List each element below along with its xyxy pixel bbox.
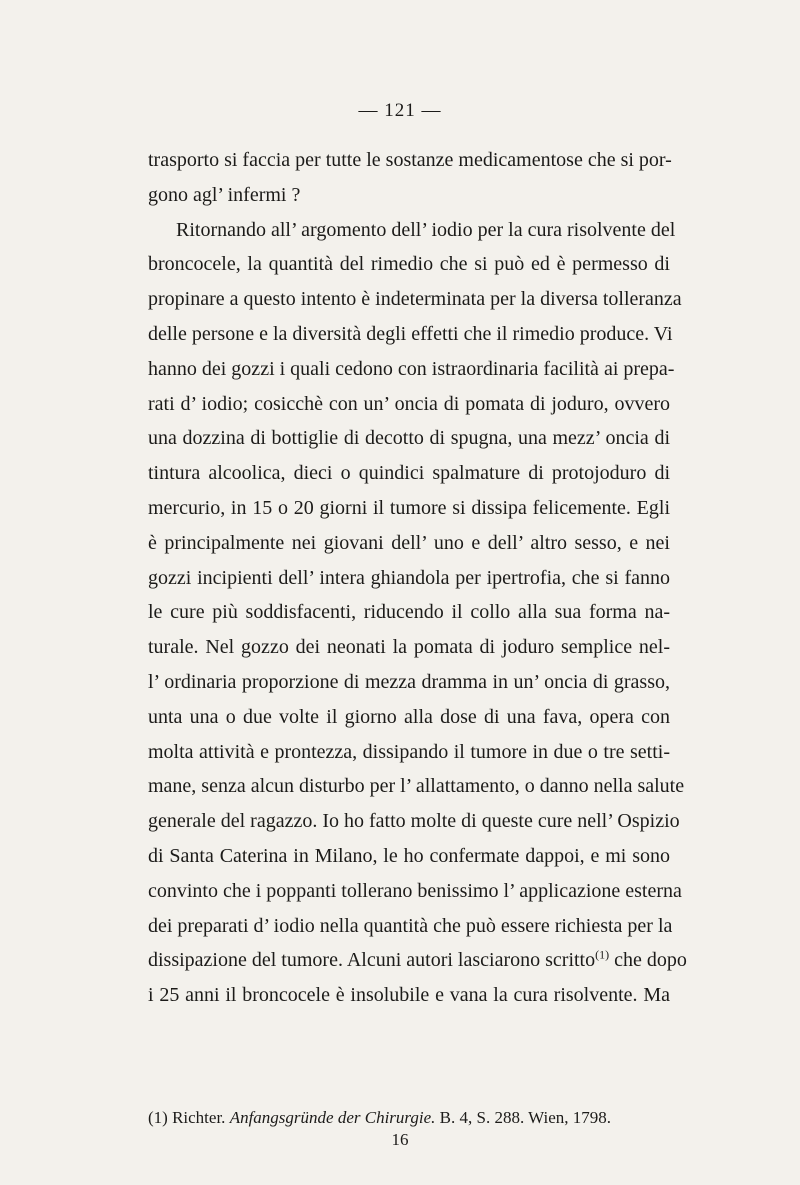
text-segment: che dopo [609,949,687,972]
text-line: le cure più soddisfacenti, riducendo il collo alla sua forma na- [148,601,670,624]
text-line: tintura alcoolica, dieci o quindici spalmature di protojoduro di [148,462,670,485]
footnote-title: Anfangsgründe der Chirurgie. [229,1108,436,1127]
text-line: trasporto si faccia per tutte le sostanze medicamentose che si por- [148,149,672,171]
signature-mark: 16 [391,1130,409,1149]
text-line: dei preparati d’ iodio nella quantità che può essere richiesta per la [148,914,673,937]
text-line: gozzi incipienti dell’ intera ghiandola per ipertrofia, che si fanno [148,566,670,589]
text-segment: dissipazione del tumore. Alcuni autori lasciarono scritto [148,949,596,972]
text-line: molta attività e prontezza, dissipando il tumore in due o tre setti- [148,740,670,763]
footnote-details: B. 4, S. 288. Wien, 1798. [439,1108,612,1127]
footnote-reference: (1) [595,947,610,962]
text-line: unta una o due volte il giorno alla dose di una fava, opera con [148,705,670,728]
footnote-author: Richter. [172,1108,226,1127]
text-line: delle persone e la diversità degli effetti che il rimedio produce. Vi [148,322,673,345]
text-line: di Santa Caterina in Milano, le ho confermate dappoi, e mi sono [148,844,670,867]
text-line: i 25 anni il broncocele è insolubile e vana la cura risolvente. Ma [148,984,670,1007]
footnote [148,1108,668,1128]
text-line-with-footnote [148,943,687,978]
page-number: — 121 — [358,100,442,121]
text-line: mercurio, in 15 o 20 giorni il tumore si dissipa felicemente. Egli [148,496,670,519]
text-line: mane, senza alcun disturbo per l’ allattamento, o danno nella salute [148,775,685,798]
text-line: turale. Nel gozzo dei neonati la pomata di joduro semplice nel- [148,636,670,659]
text-line: gono agl’ infermi ? [148,183,301,206]
text-line: una dozzina di bottiglie di decotto di spugna, una mezz’ oncia di [148,427,670,450]
text-line: l’ ordinaria proporzione di mezza dramma in un’ oncia di grasso, [148,670,670,693]
footnote-number: (1) [148,1108,168,1127]
text-line: generale del ragazzo. Io ho fatto molte di queste cure nell’ Ospizio [148,810,680,833]
text-line: convinto che i poppanti tollerano benissimo l’ applicazione esterna [148,879,682,902]
text-line: broncocele, la quantità del rimedio che si può ed è permesso di [148,253,670,276]
text-line: Ritornando all’ argomento dell’ iodio per la cura risolvente del [176,218,676,241]
text-line: hanno dei gozzi i quali cedono con istraordinaria facilità ai prepa- [148,357,675,380]
text-line: propinare a questo intento è indeterminata per la diversa tolleranza [148,288,682,311]
text-line: rati d’ iodio; cosicchè con un’ oncia di pomata di joduro, ovvero [148,392,670,415]
body-text [148,143,687,1013]
text-line: è principalmente nei giovani dell’ uno e dell’ altro sesso, e nei [148,531,670,554]
